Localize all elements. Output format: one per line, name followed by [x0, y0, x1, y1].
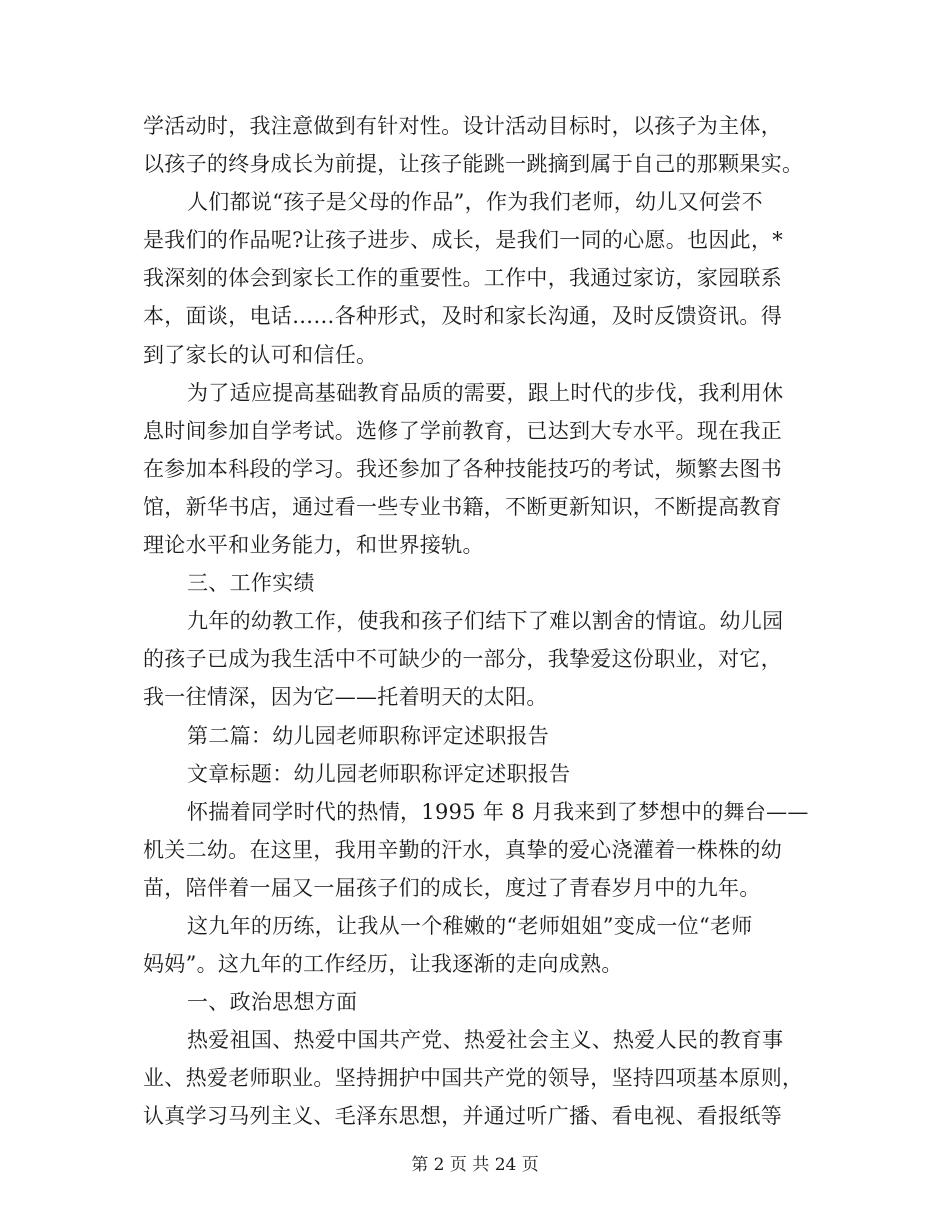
text-line: 学活动时，我注意做到有针对性。设计活动目标时，以孩子为主体，	[143, 114, 782, 138]
text-line: 认真学习马列主义、毛泽东思想，并通过听广播、看电视、看报纸等	[143, 1104, 782, 1129]
paragraph-start: 热爱祖国、热爱中国共产党、热爱社会主义、热爱人民的教育事	[187, 1028, 784, 1053]
article-title-line: 文章标题：幼儿园老师职称评定述职报告	[187, 761, 571, 786]
text-line: 馆，新华书店，通过看一些专业书籍，不断更新知识，不断提高教育	[143, 494, 782, 519]
section-heading: 一、政治思想方面	[187, 990, 358, 1015]
paragraph-start: 怀揣着同学时代的热情，1995 年 8 月我来到了梦想中的舞台——	[187, 799, 809, 824]
text-line: 业、热爱老师职业。坚持拥护中国共产党的领导，坚持四项基本原则，	[143, 1066, 804, 1091]
text-line: 妈妈”。这九年的工作经历，让我逐渐的走向成熟。	[143, 952, 623, 977]
paragraph-start: 九年的幼教工作，使我和孩子们结下了难以割舍的情谊。幼儿园	[187, 609, 784, 634]
text-line: 本，面谈，电话……各种形式，及时和家长沟通，及时反馈资讯。得	[143, 304, 782, 329]
text-line: 我一往情深，因为它——托着明天的太阳。	[143, 685, 548, 710]
text-line: 以孩子的终身成长为前提，让孩子能跳一跳摘到属于自己的那颗果实。	[143, 152, 804, 177]
text-line: 是我们的作品呢?让孩子进步、成长，是我们一同的心愿。也因此，*	[143, 228, 784, 253]
paragraph-start: 为了适应提高基础教育品质的需要，跟上时代的步伐，我利用休	[187, 380, 784, 405]
text-line: 到了家长的认可和信任。	[143, 342, 378, 367]
paragraph-start: 这九年的历练，让我从一个稚嫩的“老师姐姐”变成一位“老师	[187, 913, 753, 938]
text-line: 理论水平和业务能力，和世界接轨。	[143, 533, 484, 558]
text-line: 机关二幼。在这里，我用辛勤的汗水，真挚的爱心浇灌着一株株的幼	[143, 837, 782, 862]
text-line: 的孩子已成为我生活中不可缺少的一部分，我挚爱这份职业，对它，	[143, 647, 782, 672]
text-line: 苗，陪伴着一届又一届孩子们的成长，度过了青春岁月中的九年。	[143, 875, 761, 900]
article-heading: 第二篇：幼儿园老师职称评定述职报告	[187, 723, 550, 748]
text-line: 我深刻的体会到家长工作的重要性。工作中，我通过家访，家园联系	[143, 266, 782, 291]
document-body	[143, 107, 807, 1136]
section-heading: 三、工作实绩	[187, 571, 315, 596]
text-line: 息时间参加自学考试。选修了学前教育，已达到大专水平。现在我正	[143, 418, 782, 443]
text-line: 在参加本科段的学习。我还参加了各种技能技巧的考试，频繁去图书	[143, 456, 782, 481]
paragraph-start: 人们都说“孩子是父母的作品”，作为我们老师，幼儿又何尝不	[187, 190, 763, 215]
page-number-footer: 第 2 页 共 24 页	[411, 1155, 539, 1175]
